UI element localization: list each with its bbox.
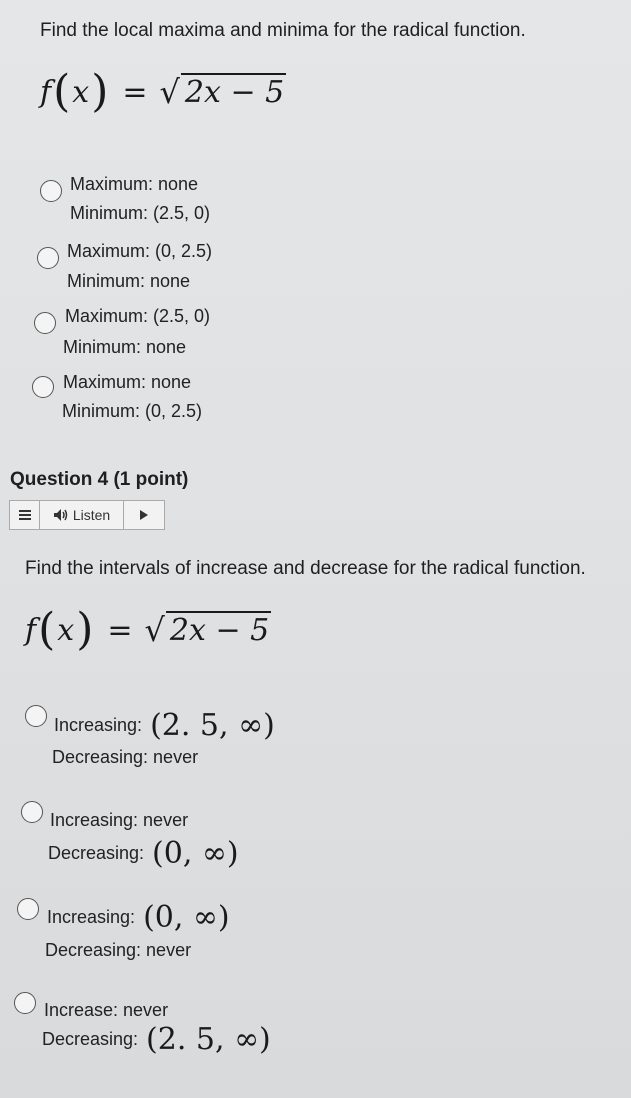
listen-label: Listen <box>72 507 111 523</box>
menu-icon <box>19 508 31 522</box>
q3-option-c-radio[interactable] <box>34 312 56 334</box>
radicand: 2x − 5 <box>181 73 286 111</box>
q4-option-a-increasing-label: Increasing: <box>54 715 143 735</box>
q4-option-d-line1: Increase: never <box>44 1000 169 1020</box>
question-4-function: f ( x ) = √ 2x − 5 <box>25 604 270 655</box>
q4-option-d-line2 <box>42 1022 271 1057</box>
sqrt-icon: √ <box>159 73 180 111</box>
q4-option-c-increasing-value: (0, ∞) <box>143 900 230 935</box>
q3-option-d-line1: Maximum: none <box>63 372 192 392</box>
q4-option-b-decreasing-value: (0, ∞) <box>152 836 239 871</box>
q4-option-a-line2: Decreasing: never <box>52 747 199 767</box>
radicand: 2x − 5 <box>166 611 271 649</box>
listen-toolbar <box>9 500 165 530</box>
question-3-function: f ( x ) = √ 2x − 5 <box>40 66 285 117</box>
q4-option-d-decreasing-value: (2. 5, ∞) <box>146 1022 271 1057</box>
question-3-prompt: Find the local maxima and minima for the radical function. <box>40 20 526 41</box>
q4-option-c-line1 <box>47 900 230 935</box>
q4-option-a-radio[interactable] <box>25 705 47 727</box>
q3-option-b-radio[interactable] <box>37 247 59 269</box>
play-icon <box>139 510 149 520</box>
q4-option-a-line1 <box>54 708 275 743</box>
function-name: f <box>25 612 37 648</box>
speaker-icon <box>53 508 69 522</box>
q3-option-b-line1: Maximum: (0, 2.5) <box>67 241 213 261</box>
q4-option-b-line2 <box>48 836 239 871</box>
function-variable: x <box>57 612 75 648</box>
q3-option-a-line2: Minimum: (2.5, 0) <box>70 203 211 223</box>
q3-option-d-radio[interactable] <box>32 376 54 398</box>
question-4-title: Question 4 (1 point) <box>10 469 189 490</box>
menu-button[interactable] <box>10 501 40 529</box>
q4-option-a-increasing-value: (2. 5, ∞) <box>150 708 275 743</box>
q4-option-d-decreasing-label: Decreasing: <box>42 1029 139 1049</box>
q3-option-c-line1: Maximum: (2.5, 0) <box>65 306 211 326</box>
function-variable: x <box>72 74 90 110</box>
sqrt-icon: √ <box>144 611 165 649</box>
q3-option-c-line2: Minimum: none <box>63 337 187 357</box>
q3-option-a-radio[interactable] <box>40 180 62 202</box>
q4-option-b-decreasing-label: Decreasing: <box>48 843 145 863</box>
q4-option-b-radio[interactable] <box>21 801 43 823</box>
q4-option-b-line1: Increasing: never <box>50 810 189 830</box>
q4-option-c-line2: Decreasing: never <box>45 940 192 960</box>
q3-option-b-line2: Minimum: none <box>67 271 191 291</box>
q4-option-d-radio[interactable] <box>14 992 36 1014</box>
listen-button[interactable] <box>40 501 124 529</box>
question-4-prompt: Find the intervals of increase and decrease for the radical function. <box>25 558 586 579</box>
play-button[interactable] <box>124 501 164 529</box>
q4-option-c-radio[interactable] <box>17 898 39 920</box>
function-name: f <box>40 74 52 110</box>
q3-option-a-line1: Maximum: none <box>70 174 199 194</box>
q4-option-c-increasing-label: Increasing: <box>47 907 136 927</box>
equals-sign: = <box>122 74 148 110</box>
equals-sign: = <box>107 612 133 648</box>
q3-option-d-line2: Minimum: (0, 2.5) <box>62 401 203 421</box>
